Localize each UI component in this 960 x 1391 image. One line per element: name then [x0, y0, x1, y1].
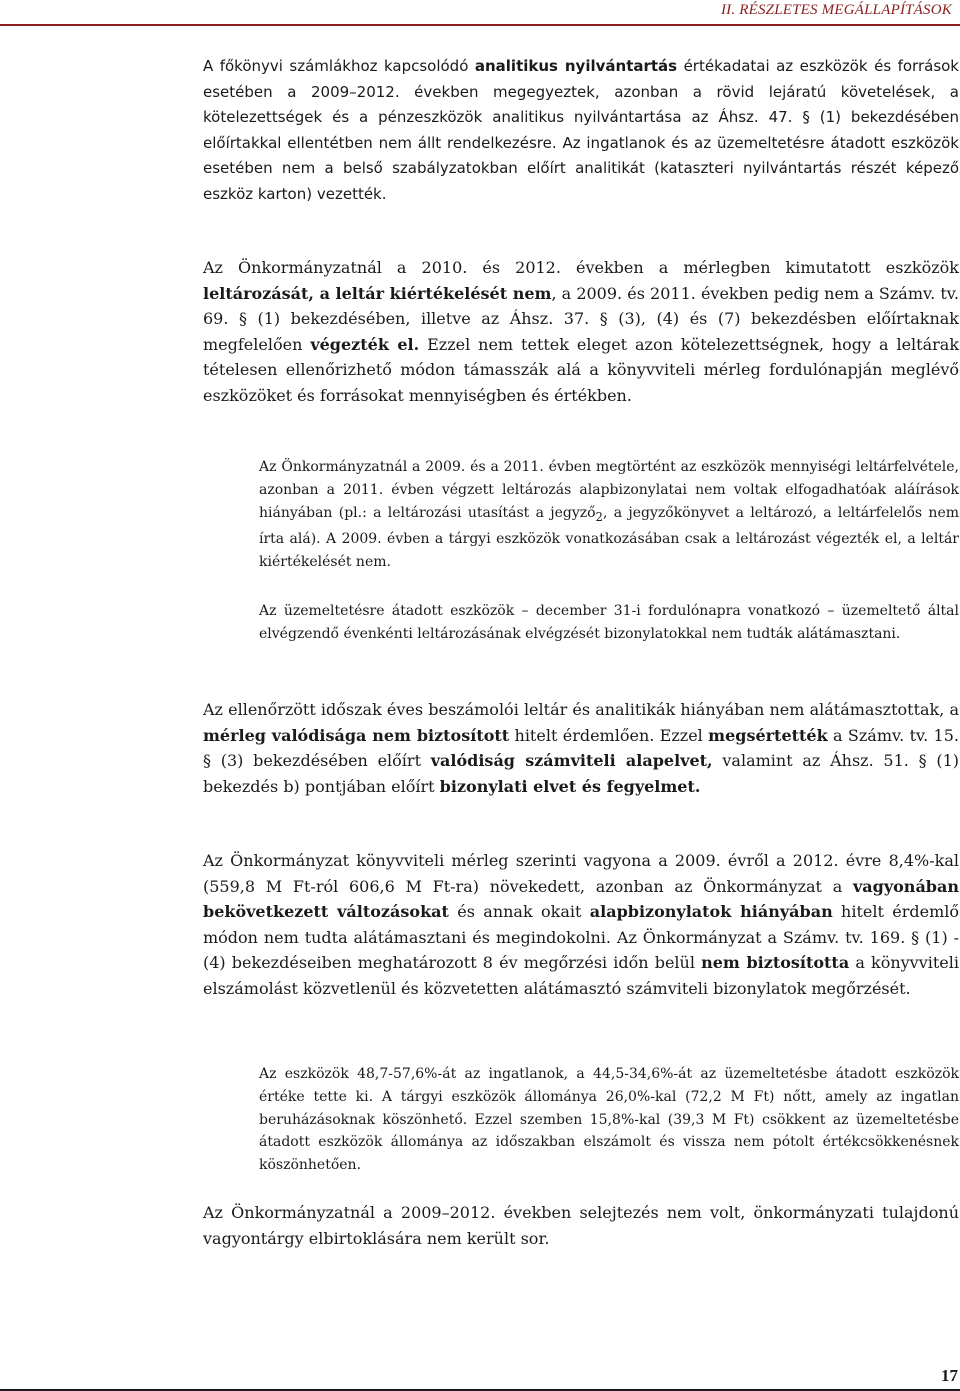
- bold-text-run: alapbizonylatok hiányában: [589, 902, 833, 921]
- running-header: II. RÉSZLETES MEGÁLLAPÍTÁSOK: [720, 2, 952, 18]
- text-run: Az üzemeltetésre átadott eszközök – december 31-i fordulónapra vonatkozó – üzemeltető által elvégzendő évenkénti leltározásának elvégzését bizonylatokkal nem tudták alátámasztani.: [259, 603, 959, 642]
- text-run: Az Önkormányzat könyvviteli mérleg szerinti vagyona a 2009. évről a 2012. évre 8,4%-kal (559,8 M Ft-ról 606,6 M Ft-ra) növekedett, azonban az Önkormányzat a: [203, 851, 959, 896]
- text-run: A főkönyvi számlákhoz kapcsolódó: [203, 57, 475, 75]
- text-run: értékadatai az eszközök és források esetében a 2009–2012. években megegyeztek, azonban a rövid lejáratú követelések, a kötelezettségek és a pénzeszközök analitikus nyilvántartása az Áhsz. 47. § (1) bekezdésében előírtakkal ellentétben nem állt rendelkezésre. Az ingatlanok és az üzemeltetésre átadott eszközök esetében nem a belső szabályzatokban előírt analitikát (kataszteri nyilvántartás részét képező eszköz karton) vezették.: [203, 57, 959, 203]
- bold-text-run: megsértették: [708, 725, 828, 745]
- paragraph-vagyon: [203, 848, 959, 1001]
- text-run: a könyvviteli elszámolást közvetlenül és közvetetten alátámasztó számviteli bizonylatok megőrzését.: [203, 953, 959, 998]
- paragraph-eszkozok-aranya: [259, 1063, 959, 1177]
- bold-text-run: analitikus nyilvántartás: [474, 57, 678, 75]
- bold-text-run: bizonylati elvet és fegyelmet.: [439, 776, 701, 796]
- text-run: Ezzel nem tettek eleget azon kötelezettségnek, hogy a leltárak tételesen ellenőrizhető módon támasszák alá a könyvviteli mérleg fordulónapján meglévő eszközöket és forrásokat mennyiségben és értékben.: [203, 334, 960, 405]
- text-run: Az Önkormányzatnál a 2010. és 2012. években a mérlegben kimutatott eszközök: [203, 258, 959, 277]
- paragraph-leltarozas: [203, 255, 959, 408]
- paragraph-leltarfelvetel: [259, 456, 959, 574]
- text-run: hitelt érdemlően. Ezzel: [509, 725, 709, 745]
- bold-text-run: végezték el.: [310, 334, 420, 354]
- header-rule: [0, 24, 960, 26]
- page-number: 17: [941, 1366, 958, 1385]
- bold-text-run: nem biztosította: [701, 953, 850, 972]
- text-run: és annak okait: [448, 902, 590, 921]
- text-run: Az Önkormányzatnál a 2009–2012. években selejtezés nem volt, önkormányzati tulajdonú vagyontárgy elbirtoklására nem került sor.: [203, 1203, 959, 1248]
- paragraph-analitikus: [203, 54, 959, 207]
- bold-text-run: mérleg valódisága nem biztosított: [203, 725, 510, 745]
- text-run: , a jegyzőkönyvet a leltározó, a leltárfelelős nem írta alá). A 2009. évben a tárgyi eszközök vonatkozásában csak a leltározást végezték el, a leltár kiértékelését nem.: [259, 504, 960, 570]
- subscript-run: 2: [595, 509, 603, 524]
- text-run: Az eszközök 48,7-57,6%-át az ingatlanok, a 44,5-34,6%-át az üzemeltetésbe átadott eszközök értéke tette ki. A tárgyi eszközök állománya 26,0%-kal (72,2 M Ft) nőtt, amely az ingatlan beruházásoknak köszönhető. Ezzel szemben 15,8%-kal (39,3 M Ft) csökkent az üzemeltetésbe átadott eszközök állománya az időszakban elszámolt és vissza nem pótolt értékcsökkenésnek köszönhetően.: [259, 1066, 959, 1174]
- bold-text-run: leltározását, a leltár kiértékelését nem: [203, 283, 552, 303]
- text-run: a Számv. tv. 15. § (3) bekezdésében előírt: [203, 725, 960, 770]
- paragraph-uzemeltetes: [259, 600, 959, 646]
- text-run: Az ellenőrzött időszak éves beszámolói leltár és analitikák hiányában nem alátámasztottak, a: [203, 700, 959, 719]
- text-run: hitelt érdemlő módon nem tudta alátámasztani és megindokolni. Az Önkormányzat a Számv. tv. 169. § (1) - (4) bekezdéseiben meghatározott 8 év megőrzési időn belül: [203, 902, 959, 972]
- bold-text-run: vagyonában bekövetkezett változásokat: [203, 876, 959, 921]
- bold-text-run: valódiság számviteli alapelvet,: [430, 751, 713, 770]
- paragraph-selejtezes: [203, 1200, 959, 1251]
- text-run: Az Önkormányzatnál a 2009. és a 2011. évben megtörtént az eszközök mennyiségi leltárfelvétele, azonban a 2011. évben végzett leltározás alapbizonylatai nem voltak elfogadhatóak aláírások hiányában (pl.: a leltározási utasítást a jegyző: [259, 459, 959, 521]
- paragraph-valodisag: [203, 697, 959, 799]
- text-run: , a 2009. és 2011. években pedig nem a Számv. tv. 69. § (1) bekezdésében, illetve az Áhsz. 37. § (3), (4) és (7) bekezdésben előírtaknak megfelelően: [203, 283, 960, 354]
- text-run: valamint az Áhsz. 51. § (1) bekezdés b) pontjában előírt: [203, 751, 960, 796]
